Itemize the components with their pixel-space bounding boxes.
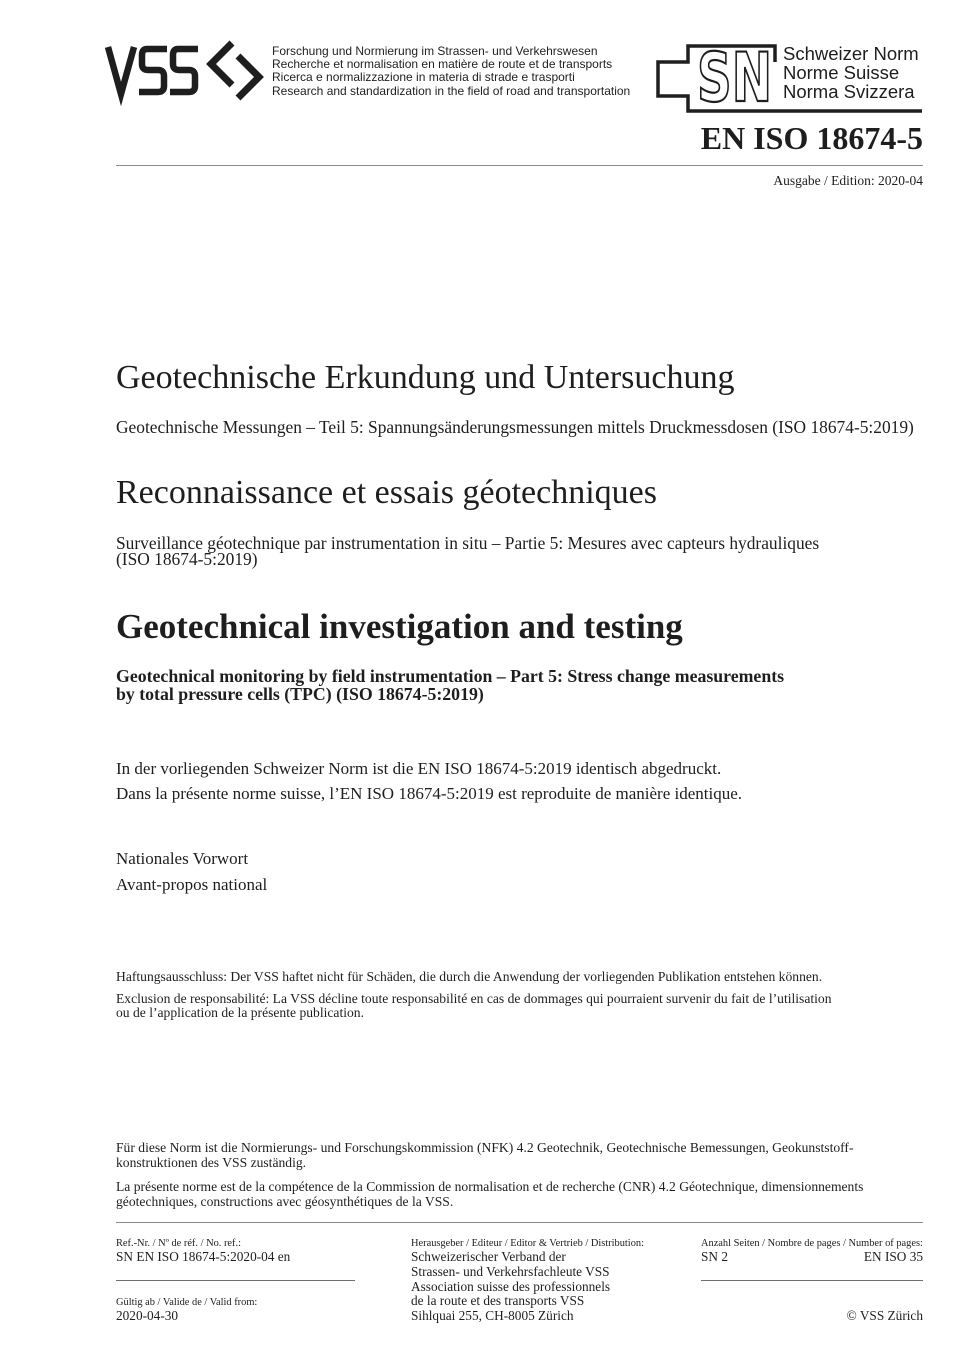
publisher-line: Strassen- und Verkehrsfachleute VSS xyxy=(411,1263,610,1279)
edition-date: Ausgabe / Edition: 2020-04 xyxy=(773,173,923,188)
publisher-line: Association suisse des professionnels xyxy=(411,1278,611,1294)
vss-logo-chevron-left-icon xyxy=(211,43,232,85)
disclaimer-line: Exclusion de responsabilité: La VSS décline toute responsabilité en cas de dommages qui pourraient survenir du fait de l’utilisation xyxy=(116,991,832,1006)
disclaimer-fr xyxy=(116,992,832,1020)
ref-number-value: SN EN ISO 18674-5:2020-04 en xyxy=(116,1249,291,1264)
publisher-line: de la route et des transports VSS xyxy=(411,1293,585,1309)
copyright: © VSS Zürich xyxy=(846,1308,923,1323)
sn-logo-line: Norme Suisse xyxy=(783,62,900,83)
subtitle-fr xyxy=(116,535,819,567)
committee-line: konstruktionen des VSS zuständig. xyxy=(116,1155,307,1170)
valid-from-label: Gültig ab / Valide de / Valid from: xyxy=(116,1296,258,1308)
disclaimer-line: Haftungsausschluss: Der VSS haftet nicht für Schäden, die durch die Anwendung der vorliegenden Publikation entstehen können. xyxy=(116,969,823,984)
publisher-line: Schweizerischer Verband der xyxy=(411,1249,566,1264)
title-fr: Reconnaissance et essais géotechniques xyxy=(116,474,657,511)
footer-col3-divider xyxy=(701,1280,923,1281)
standard-number: EN ISO 18674-5 xyxy=(700,120,923,156)
committee-line: géotechniques, constructions avec géosynthétiques de la VSS. xyxy=(116,1194,454,1209)
title-de: Geotechnische Erkundung und Untersuchung xyxy=(116,359,735,396)
vss-tagline-line: Forschung und Normierung im Strassen- und Verkehrswesen xyxy=(272,44,598,58)
vss-logo-chevron-right-icon xyxy=(238,56,259,98)
sn-logo-text xyxy=(783,44,919,101)
publisher-address xyxy=(411,1250,610,1324)
disclaimer-line: ou de l’application de la présente publication. xyxy=(116,1005,364,1020)
footer-divider xyxy=(116,1222,923,1223)
committee-line: Für diese Norm ist die Normierungs- und Forschungskommission (NFK) 4.2 Geotechnik, Geotechnische Bemessungen, Geokunststoff- xyxy=(116,1140,854,1155)
title-en: Geotechnical investigation and testing xyxy=(116,607,683,646)
vss-logo-letter-v xyxy=(108,47,134,94)
committee-fr xyxy=(116,1179,863,1209)
subtitle-line: by total pressure cells (TPC) (ISO 18674-5:2019) xyxy=(116,684,484,704)
vss-logo xyxy=(108,43,259,98)
page-count-label: Anzahl Seiten / Nombre de pages / Number of pages: xyxy=(701,1237,923,1249)
disclaimer-de xyxy=(116,970,822,984)
sn-logo-line: Schweizer Norm xyxy=(783,43,919,64)
publisher-label: Herausgeber / Editeur / Editor & Vertrieb / Distribution: xyxy=(411,1237,644,1249)
subtitle-line: (ISO 18674-5:2019) xyxy=(116,549,258,569)
vss-tagline-line: Ricerca e normalizzazione in materia di strade e trasporti xyxy=(272,70,575,85)
vss-tagline-line: Research and standardization in the field of road and transportation xyxy=(272,83,631,98)
valid-from-value: 2020-04-30 xyxy=(116,1308,179,1323)
committee-de xyxy=(116,1140,854,1170)
footer-col1-divider xyxy=(116,1280,355,1281)
subtitle-de xyxy=(116,417,914,438)
vss-logo-letter-s xyxy=(170,49,198,92)
subtitle-line: Geotechnische Messungen – Teil 5: Spannungsänderungsmessungen mittels Druckmessdosen (ISO 18674-5:2019) xyxy=(116,417,914,437)
subtitle-en xyxy=(116,667,784,703)
vss-logo-letter-s xyxy=(139,49,167,92)
header-divider xyxy=(116,165,923,166)
sn-logo-line: Norma Svizzera xyxy=(783,81,915,102)
subtitle-line: Surveillance géotechnique par instrumentation in situ – Partie 5: Mesures avec capteurs hydrauliques xyxy=(116,533,820,553)
ref-number-label: Ref.-Nr. / Nº de réf. / No. ref.: xyxy=(116,1237,241,1249)
sn-logo-lettering: SN xyxy=(697,39,772,118)
committee-line: La présente norme est de la compétence de la Commission de normalisation et de recherche (CNR) 4.2 Géotechnique, dimensionnements xyxy=(116,1179,864,1194)
page-count-en: EN ISO 35 xyxy=(863,1249,923,1264)
notice-fr: Dans la présente norme suisse, l’EN ISO 18674-5:2019 est reproduite de manière identique. xyxy=(116,784,743,803)
page-count-sn: SN 2 xyxy=(701,1249,728,1264)
foreword-fr: Avant-propos national xyxy=(116,875,268,894)
vss-tagline xyxy=(272,45,630,98)
publisher-line: Sihlquai 255, CH-8005 Zürich xyxy=(411,1308,574,1323)
vss-tagline-line: Recherche et normalisation en matière de route et de transports xyxy=(272,57,613,72)
notice-de: In der vorliegenden Schweizer Norm ist die EN ISO 18674-5:2019 identisch abgedruckt. xyxy=(116,759,722,778)
foreword-de: Nationales Vorwort xyxy=(116,849,249,868)
subtitle-line: Geotechnical monitoring by field instrumentation – Part 5: Stress change measurements xyxy=(116,666,785,686)
